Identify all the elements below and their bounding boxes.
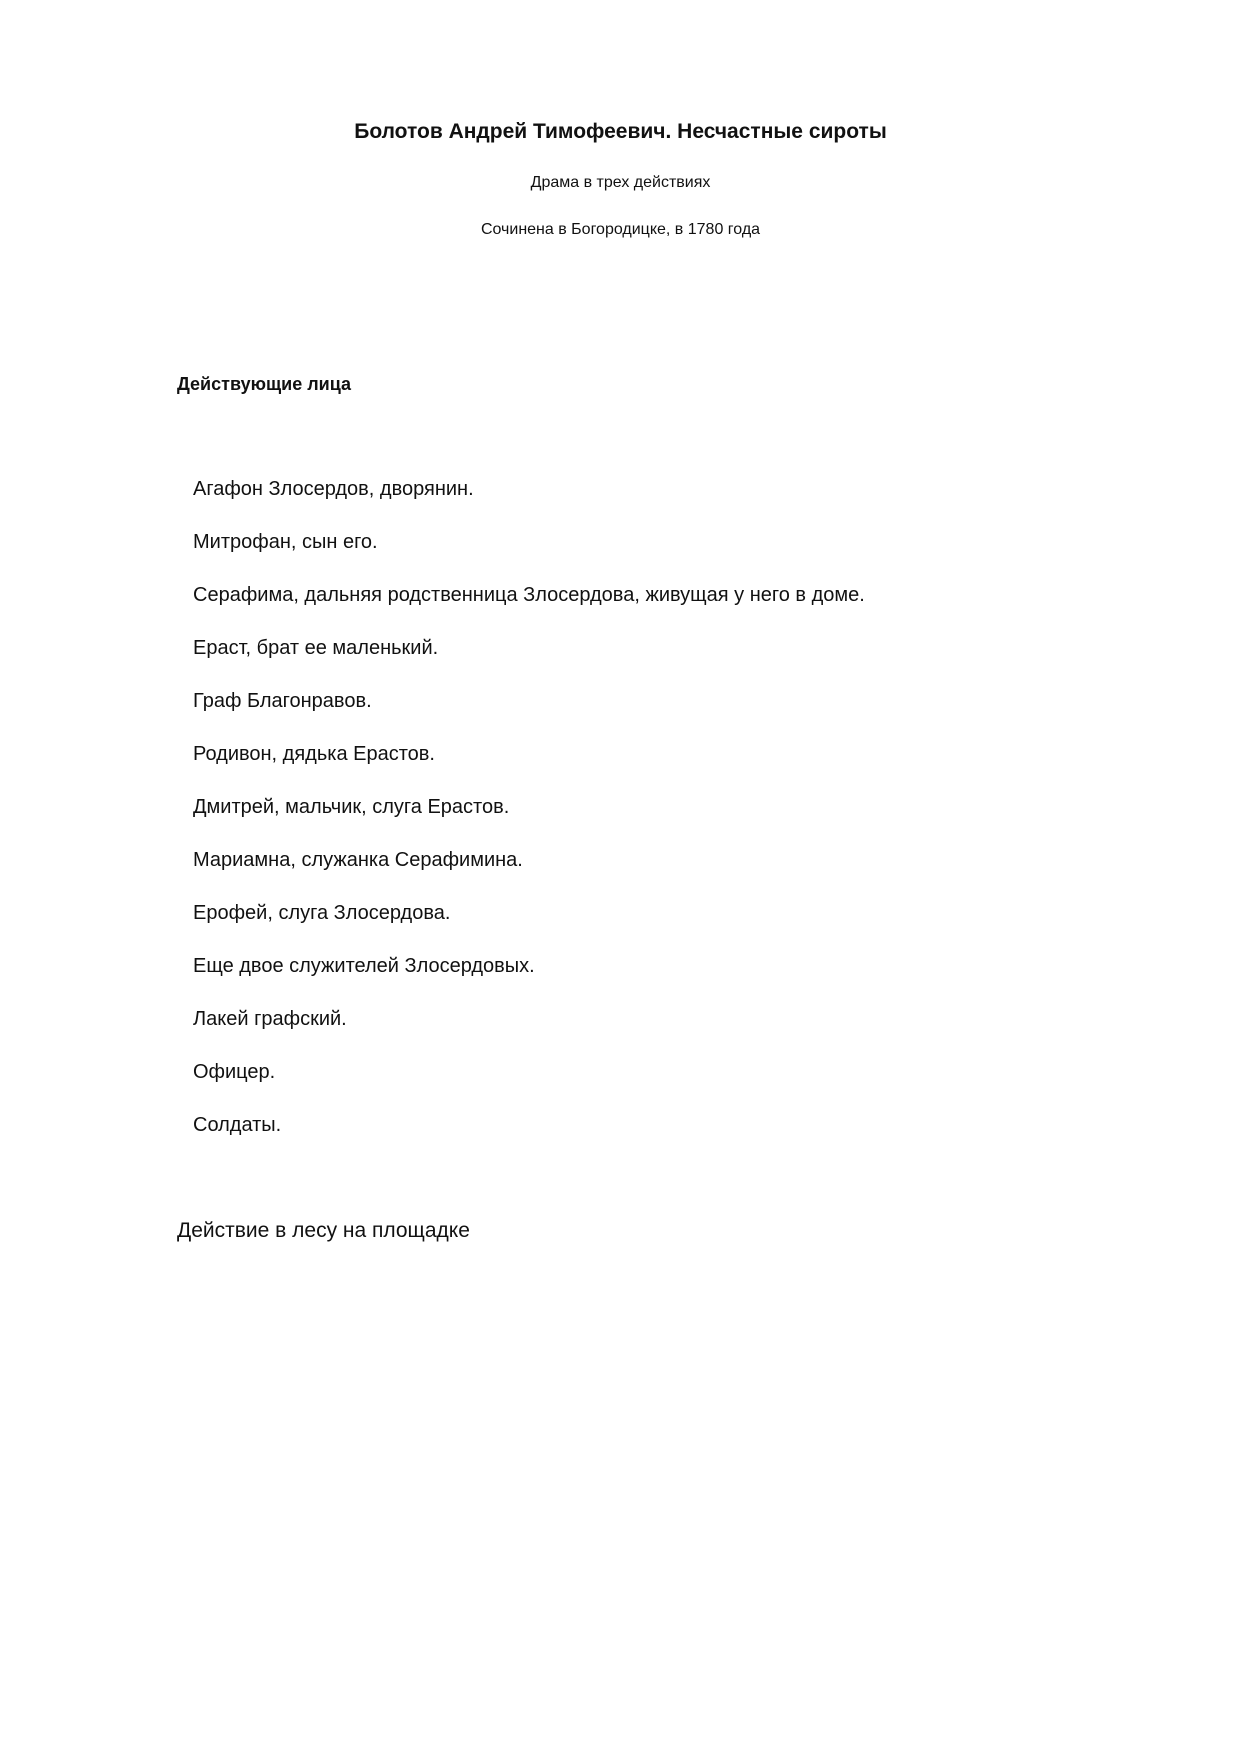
cast-item: Лакей графский. — [193, 1008, 347, 1030]
cast-item: Граф Благонравов. — [193, 690, 372, 712]
cast-item: Офицер. — [193, 1061, 276, 1083]
cast-heading: Действующие лица — [177, 374, 352, 394]
document-subtitle: Драма в трех действиях — [530, 174, 711, 191]
cast-item: Дмитрей, мальчик, слуга Ерастов. — [193, 796, 510, 818]
cast-item: Мариамна, служанка Серафимина. — [193, 849, 523, 871]
composition-note: Сочинена в Богородицке, в 1780 года — [480, 221, 761, 238]
cast-item: Ерофей, слуга Злосердова. — [193, 902, 451, 924]
cast-item: Еще двое служителей Злосердовых. — [193, 955, 535, 977]
cast-item: Родивон, дядька Ерастов. — [193, 743, 435, 765]
cast-item: Ераст, брат ее маленький. — [193, 637, 439, 659]
setting-note: Действие в лесу на площадке — [177, 1219, 470, 1242]
cast-item: Агафон Злосердов, дворянин. — [193, 478, 474, 500]
cast-item: Солдаты. — [193, 1114, 282, 1136]
document-title: Болотов Андрей Тимофеевич. Несчастные сироты — [354, 120, 887, 143]
cast-list — [193, 475, 865, 1164]
cast-item: Серафима, дальняя родственница Злосердова, живущая у него в доме. — [193, 584, 865, 606]
cast-item: Митрофан, сын его. — [193, 531, 378, 553]
